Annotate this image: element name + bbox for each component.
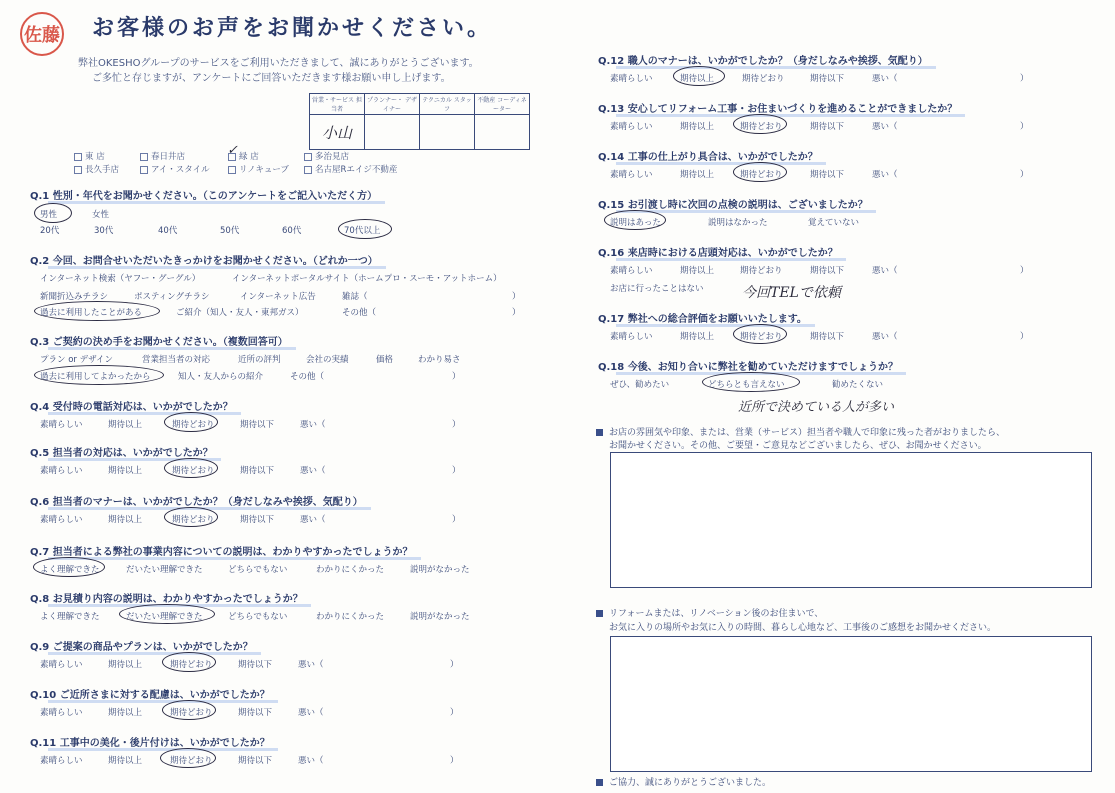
q5-label: Q.5 担当者の対応は、いかがでしたか？ [30,444,213,459]
q4-above[interactable]: 期待以上 [108,420,143,430]
q10-as-expected[interactable]: 期待どおり [170,708,213,718]
q5-excellent[interactable]: 素晴らしい [40,466,83,476]
store-midori[interactable]: 緑 店 [228,150,259,162]
q2-portal-site[interactable]: インターネットポータルサイト（ホームプロ・スーモ・アットホーム） [232,274,502,284]
q6-excellent[interactable]: 素晴らしい [40,515,83,525]
q6-below[interactable]: 期待以下 [240,515,275,525]
q16-bad[interactable]: 悪い（ [872,266,898,276]
q9-excellent[interactable]: 素晴らしい [40,660,83,670]
q5-as-expected[interactable]: 期待どおり [172,466,215,476]
q7-label: Q.7 担当者による弊社の事業内容についての説明は、わかりやすかったでしょうか？ [30,543,413,558]
staff-header-realestate: 不動産 コーディネーター [475,94,530,115]
q1-female[interactable]: 女性 [92,210,110,220]
q17-bad[interactable]: 悪い（ [872,332,898,342]
q5-bad[interactable]: 悪い（ [300,466,326,476]
q13-excellent[interactable]: 素晴らしい [610,122,653,132]
q8-hard[interactable]: わかりにくかった [316,612,385,622]
intro-line-1: 弊社OKESHOグループのサービスをご利用いただきまして、誠にありがとうございます。 [78,58,479,69]
bullet-square-icon [596,779,603,786]
q2-label: Q.2 今回、お問合せいただいたきっかけをお聞かせください。（どれか一つ） [30,252,378,267]
q3-price[interactable]: 価格 [376,355,394,365]
q17-below[interactable]: 期待以下 [810,332,845,342]
q11-bad[interactable]: 悪い（ [298,756,324,766]
q8-mostly-understood[interactable]: だいたい理解できた [126,612,203,622]
staff-header-sales: 営業・サービス 担当者 [310,94,365,115]
q12-bad[interactable]: 悪い（ [872,74,898,84]
q12-below[interactable]: 期待以下 [810,74,845,84]
q18-not-recommend[interactable]: 勧めたくない [832,380,884,390]
store-nagoya-rage[interactable]: 名古屋Rエイジ不動産 [304,163,397,175]
q6-circle [164,507,218,527]
q13-below[interactable]: 期待以下 [810,122,845,132]
q14-circle [733,162,787,182]
q3-reputation[interactable]: 近所の評判 [238,355,281,365]
q14-bad-close: ） [1020,170,1029,180]
q1-20s[interactable]: 20代 [40,226,60,236]
q14-as-expected[interactable]: 期待どおり [740,170,783,180]
q10-below[interactable]: 期待以下 [238,708,273,718]
q2-circle [34,301,160,321]
q6-as-expected[interactable]: 期待どおり [172,515,215,525]
q10-excellent[interactable]: 素晴らしい [40,708,83,718]
q11-as-expected[interactable]: 期待どおり [170,756,213,766]
q2-internet-search[interactable]: インターネット検索（ヤフー・グーグル） [40,274,201,284]
q6-bad[interactable]: 悪い（ [300,515,326,525]
q4-bad[interactable]: 悪い（ [300,420,326,430]
q3-clarity[interactable]: わかり易さ [418,355,461,365]
freeform-2-textbox[interactable] [610,636,1092,772]
q13-circle [733,114,787,134]
q3-used-before-good[interactable]: 過去に利用してよかったから [40,372,151,382]
q3-acquaintance[interactable]: 知人・友人からの紹介 [178,372,264,382]
q16-above[interactable]: 期待以上 [680,266,715,276]
q2-posting-flyer[interactable]: ポスティングチラシ [134,292,210,302]
seal-stamp: 佐藤 [20,12,64,56]
q7-neither[interactable]: どちらでもない [228,565,288,575]
q2-used-before[interactable]: 過去に利用したことがある [40,308,143,318]
q17-excellent[interactable]: 素晴らしい [610,332,653,342]
q3-label: Q.3 ご契約の決め手をお聞かせください。（複数回答可） [30,333,288,348]
q7-hard[interactable]: わかりにくかった [316,565,385,575]
q6-label: Q.6 担当者のマナーは、いかがでしたか？（身だしなみや挨拶、気配り） [30,493,363,508]
q17-as-expected[interactable]: 期待どおり [740,332,783,342]
q14-below[interactable]: 期待以下 [810,170,845,180]
q13-bad-close: ） [1020,122,1029,132]
intro-line-2: ご多忙と存じますが、アンケートにご回答いただきます様お願い申し上げます。 [92,73,451,84]
q9-above[interactable]: 期待以上 [108,660,143,670]
store-istyle[interactable]: アイ・スタイル [140,163,210,175]
staff-planner-cell[interactable] [365,115,420,150]
q2-referral[interactable]: ご紹介（知人・友人・東邦ガス） [176,308,304,318]
store-tajimi[interactable]: 多治見店 [304,150,349,162]
q4-below[interactable]: 期待以下 [240,420,275,430]
store-renocube[interactable]: リノキューブ [228,163,289,175]
q17-circle [733,324,787,344]
q4-excellent[interactable]: 素晴らしい [40,420,83,430]
q18-neither[interactable]: どちらとも言えない [708,380,785,390]
q1-30s[interactable]: 30代 [94,226,114,236]
q16-handwritten-note: 今回TELで依頼 [742,285,841,301]
q5-circle [164,458,218,478]
q1-male[interactable]: 男性 [40,210,58,220]
q10-bad[interactable]: 悪い（ [298,708,324,718]
q12-label: Q.12 職人のマナーは、いかがでしたか？（身だしなみや挨拶、気配り） [598,52,928,67]
staff-header-planner: プランナー・ デザイナー [365,94,420,115]
q3-sales-response[interactable]: 営業担当者の対応 [142,355,211,365]
q9-bad[interactable]: 悪い（ [298,660,324,670]
q10-above[interactable]: 期待以上 [108,708,143,718]
q14-above[interactable]: 期待以上 [680,170,715,180]
bullet-square-icon [596,429,603,436]
staff-realestate-cell[interactable] [475,115,530,150]
q5-above[interactable]: 期待以上 [108,466,143,476]
q7-none[interactable]: 説明がなかった [410,565,470,575]
store-nagakute[interactable]: 長久手店 [74,163,119,175]
q16-bad-close: ） [1020,266,1029,276]
q2-magazine-close: ） [512,292,521,302]
q8-well-understood[interactable]: よく理解できた [40,612,100,622]
q16-label: Q.16 来店時における店頭対応は、いかがでしたか？ [598,244,838,259]
q13-above[interactable]: 期待以上 [680,122,715,132]
staff-table [309,93,530,150]
q9-circle [162,652,216,672]
q9-below[interactable]: 期待以下 [238,660,273,670]
q18-recommend[interactable]: ぜひ、勧めたい [610,380,670,390]
q2-other-close: ） [512,308,521,318]
q5-bad-close: ） [452,466,461,476]
q12-as-expected[interactable]: 期待どおり [742,74,785,84]
q8-neither[interactable]: どちらでもない [228,612,288,622]
q3-other[interactable]: その他（ [290,372,325,382]
q17-above[interactable]: 期待以上 [680,332,715,342]
staff-sales-name[interactable]: 小山 [310,115,365,150]
q11-bad-close: ） [450,756,459,766]
q1-50s[interactable]: 50代 [220,226,240,236]
q10-label: Q.10 ご近所さまに対する配慮は、いかがでしたか？ [30,686,270,701]
q1-70s-plus[interactable]: 70代以上 [344,226,381,236]
q14-bad[interactable]: 悪い（ [872,170,898,180]
q2-other[interactable]: その他（ [342,308,377,318]
q8-label: Q.8 お見積り内容の説明は、わかりやすかったでしょうか？ [30,590,303,605]
q4-circle [164,412,218,432]
q12-above[interactable]: 期待以上 [680,74,715,84]
q9-bad-close: ） [450,660,459,670]
q15-dont-remember[interactable]: 覚えていない [808,218,860,228]
footer-thanks: ご協力、誠にありがとうございました。 [596,775,771,788]
q2-newspaper-flyer[interactable]: 新聞折込みチラシ [40,292,109,302]
page-title: お客様のお声をお聞かせください。 [92,16,493,41]
q13-label: Q.13 安心してリフォーム工事・お住まいづくりを進めることができましたか？ [598,100,957,115]
q3-plan-design[interactable]: プラン or デザイン [40,355,114,365]
q4-label: Q.4 受付時の電話対応は、いかがでしたか？ [30,398,233,413]
staff-technical-cell[interactable] [420,115,475,150]
q2-magazine[interactable]: 雑誌（ [342,292,368,302]
q13-bad[interactable]: 悪い（ [872,122,898,132]
q18-label: Q.18 今後、お知り合いに弊社を勧めていただけますでしょうか？ [598,358,898,373]
q14-excellent[interactable]: 素晴らしい [610,170,653,180]
q6-bad-close: ） [452,515,461,525]
bullet-square-icon [596,610,603,617]
freeform-1-line-1: お店の雰囲気や印象、または、営業（サービス）担当者や職人で印象に残った者がおりましたら、 [596,425,1005,438]
q3-other-close: ） [452,372,461,382]
q9-as-expected[interactable]: 期待どおり [170,660,213,670]
freeform-1-textbox[interactable] [610,452,1092,588]
freeform-2-line-2: お気に入りの場所やお気に入りの時間、暮らし心地など、工事後のご感想をお聞かせください。 [609,623,997,633]
q12-circle [673,66,725,86]
q8-circle [119,604,215,624]
q11-above[interactable]: 期待以上 [108,756,143,766]
q15-not-explained[interactable]: 説明はなかった [708,218,768,228]
q16-below[interactable]: 期待以下 [810,266,845,276]
q16-as-expected[interactable]: 期待どおり [740,266,783,276]
q1-40s[interactable]: 40代 [158,226,178,236]
q11-circle [160,748,216,768]
q12-excellent[interactable]: 素晴らしい [610,74,653,84]
q18-circle [702,372,800,392]
q15-label: Q.15 お引渡し時に次回の点検の説明は、ございましたか？ [598,196,868,211]
q7-circle [33,557,105,577]
q15-explained[interactable]: 説明はあった [610,218,661,228]
q12-bad-close: ） [1020,74,1029,84]
q7-mostly-understood[interactable]: だいたい理解できた [126,565,203,575]
q1-label: Q.1 性別・年代をお聞かせください。（このアンケートをご記入いただく方） [30,187,377,202]
q9-label: Q.9 ご提案の商品やプランは、いかがでしたか？ [30,638,253,653]
q10-circle [162,700,216,720]
freeform-2-line-1: リフォームまたは、リノベーション後のお住まいで、 [596,606,823,619]
q3-track-record[interactable]: 会社の実績 [306,355,349,365]
q14-label: Q.14 工事の仕上がり具合は、いかがでしたか？ [598,148,818,163]
q2-internet-ad[interactable]: インターネット広告 [240,292,316,302]
q17-bad-close: ） [1020,332,1029,342]
q15-circle [604,210,666,230]
q1-60s[interactable]: 60代 [282,226,302,236]
q11-below[interactable]: 期待以下 [238,756,273,766]
q5-below[interactable]: 期待以下 [240,466,275,476]
q1-age-circle [338,219,392,239]
q11-label: Q.11 工事中の美化・後片付けは、いかがでしたか？ [30,734,270,749]
q8-none[interactable]: 説明がなかった [410,612,470,622]
q13-as-expected[interactable]: 期待どおり [740,122,783,132]
q6-above[interactable]: 期待以上 [108,515,143,525]
store-checkmark: ✓ [227,143,238,158]
q17-label: Q.17 弊社への総合評価をお願いいたします。 [598,310,807,325]
freeform-1-line-2: お聞かせください。その他、ご要望・ご意見などございましたら、ぜひ、お聞かせください。 [609,441,987,451]
store-kasugai[interactable]: 春日井店 [140,150,185,162]
q16-excellent[interactable]: 素晴らしい [610,266,653,276]
q10-bad-close: ） [450,708,459,718]
q3-circle [34,365,164,385]
q1-gender-circle [34,203,72,223]
q11-excellent[interactable]: 素晴らしい [40,756,83,766]
q4-bad-close: ） [452,420,461,430]
store-higashi[interactable]: 東 店 [74,150,105,162]
q7-well-understood[interactable]: よく理解できた [40,565,100,575]
staff-header-technical: テクニカル スタッフ [420,94,475,115]
q4-as-expected[interactable]: 期待どおり [172,420,215,430]
q18-handwritten-note: 近所で決めている人が多い [738,400,895,415]
q16-never-visited[interactable]: お店に行ったことはない [610,284,704,294]
